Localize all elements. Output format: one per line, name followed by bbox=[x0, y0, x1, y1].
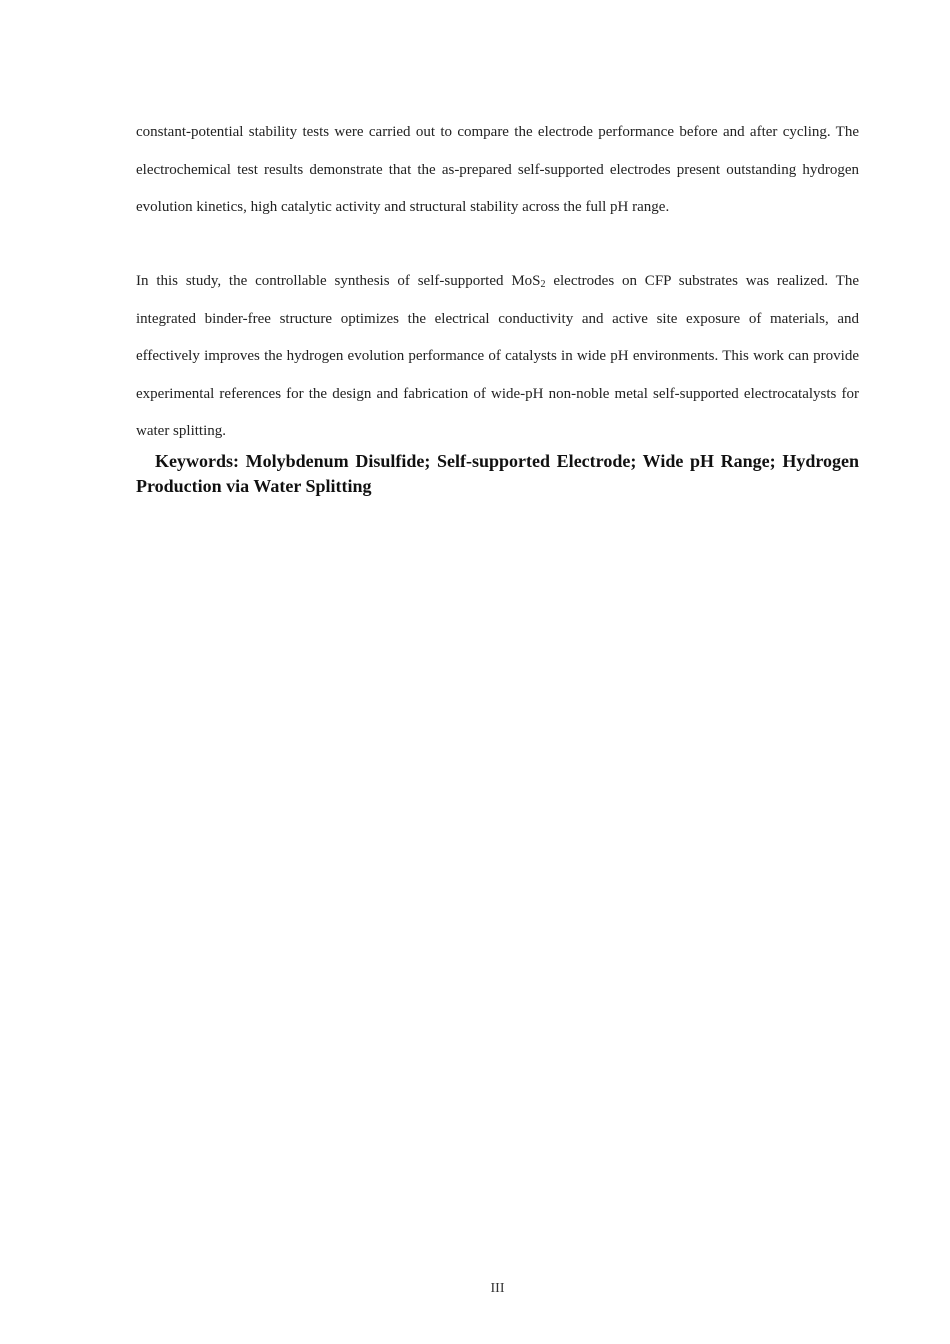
keywords-label: Keywords: bbox=[155, 451, 239, 471]
abstract-paragraph-1: constant-potential stability tests were carried out to compare the electrode performance before and after cycling. The electrochemical test results demonstrate that the as-prepared self-supported electrodes present outstanding hydrogen evolution kinetics, high catalytic activity and structural stability across the full pH range. bbox=[136, 124, 859, 215]
keywords-line bbox=[136, 449, 859, 499]
paragraph-2-text-start: In this study, the controllable synthesis of self-supported MoS bbox=[136, 273, 541, 289]
keywords-text: Molybdenum Disulfide; Self-supported Electrode; Wide pH Range; Hydrogen Production via Water Splitting bbox=[136, 451, 859, 496]
page-number: III bbox=[490, 1281, 505, 1296]
abstract-paragraph-2 bbox=[136, 263, 859, 451]
paragraph-2-text-end: electrodes on CFP substrates was realized. The integrated binder-free structure optimizes the electrical conductivity and active site exposure of materials, and effectively improves the hydrogen evolution performance of catalysts in wide pH environments. This work can provide experimental references for the design and fabrication of wide-pH non-noble metal self-supported electrocatalysts for water splitting. bbox=[136, 273, 859, 439]
mos2-subscript: 2 bbox=[540, 279, 546, 290]
